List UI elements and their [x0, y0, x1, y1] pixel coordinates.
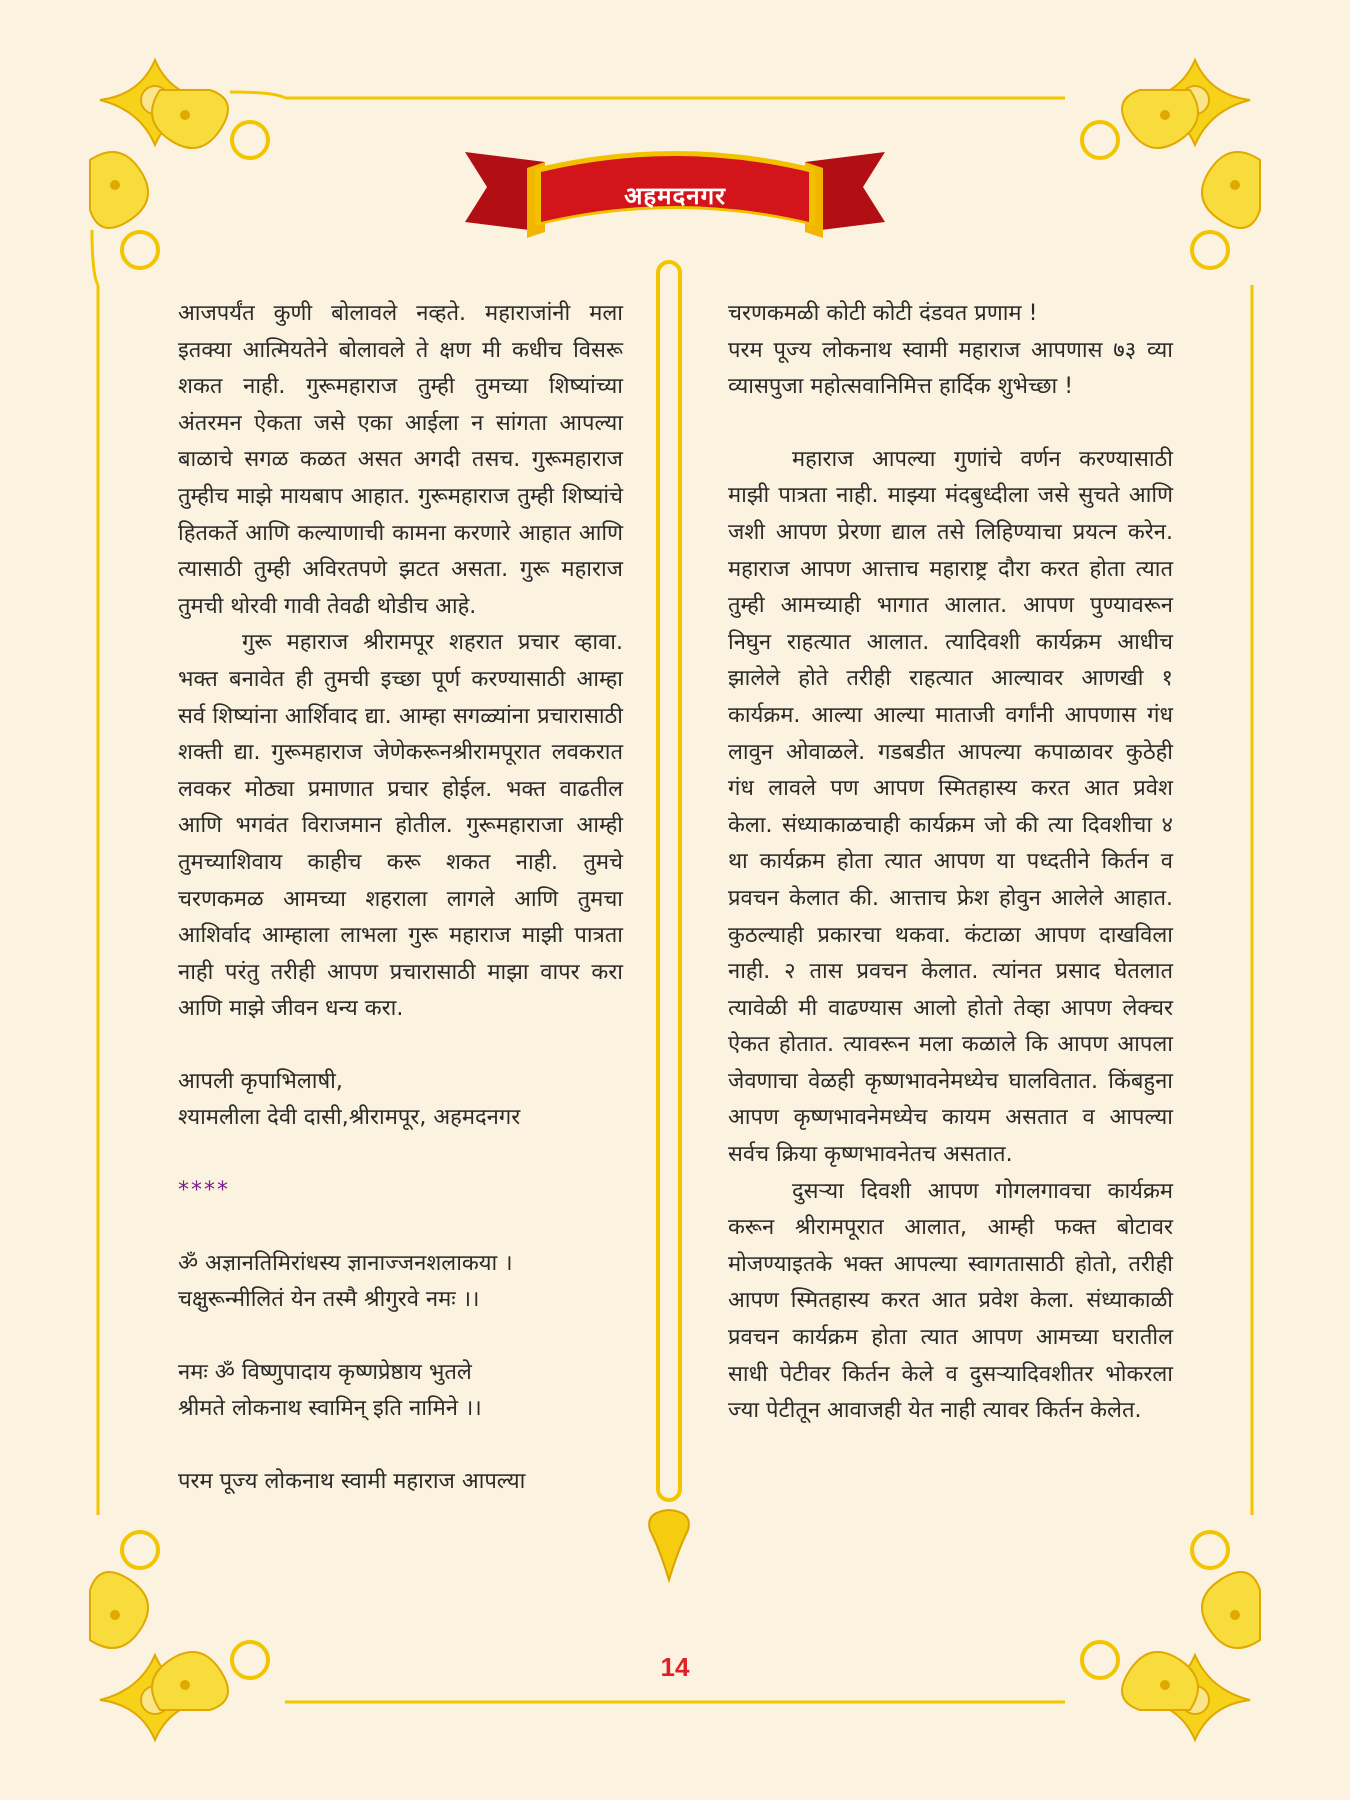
- closing-line: परम पूज्य लोकनाथ स्वामी महाराज आपल्या: [178, 1469, 526, 1495]
- corner-ornament-top-right: [1082, 60, 1260, 268]
- right-line-2: परम पूज्य लोकनाथ स्वामी महाराज आपणास ७३ व्या व्यासपुजा महोत्सवानिमित्त हार्दिक शुभेच्छा !: [728, 337, 1173, 400]
- left-paragraph-2: गुरू महाराज श्रीरामपूर शहरात प्रचार व्हावा. भक्त बनावेत ही तुमची इच्छा पूर्ण करण्यासाठी आम्हा सर्व शिष्यांना आर्शिवाद द्या. आम्हा सगळ्यांना प्रचारासाठी शक्ती द्या. गुरूमहाराज जेणेकरूनश्रीरामपूरात लवकरात लवकर मोठ्या प्रमाणात प्रचार होईल. भक्त वाढतील आणि भगवंत विराजमान होतील. गुरूमहाराजा आम्ही तुमच्याशिवाय काहीच करू शकत नाही. तुमचे चरणकमळ आमच्या शहराला लागले आणि तुमचा आशिर्वाद आम्हाला लाभला गुरू महाराज माझी पात्रता नाही परंतु तरीही आपण प्रचारासाठी माझा वापर करा आणि माझे जीवन धन्य करा.: [178, 630, 623, 1022]
- left-paragraph-1: आजपर्यंत कुणी बोलावले नव्हते. महाराजांनी मला इतक्या आत्मियतेने बोलावले ते क्षण मी कधीच विसरू शकत नाही. गुरूमहाराज तुम्ही तुमच्या शिष्यांच्या अंतरमन ऐकता जसे एका आईला न सांगता आपल्या बाळाचे सगळ कळत असत अगदी तसच. गुरूमहाराज तुम्हीच माझे मायबाप आहात. गुरूमहाराज तुम्ही शिष्यांचे हितकर्ते आणि कल्याणाची कामना करणारे आहात आणि त्यासाठी तुम्ही अविरतपणे झटत असता. गुरू महाराज तुमची थोरवी गावी तेवढी थोडीच आहे.: [178, 301, 623, 619]
- corner-ornament-top-left: [90, 60, 285, 285]
- verse-1-line-1: ॐ अज्ञानतिमिरांधस्य ज्ञानाज्जनशलाकया ।: [178, 1250, 513, 1276]
- corner-ornament-bottom-right: [1082, 1532, 1260, 1740]
- signoff-line-1: आपली कृपाभिलाषी,: [178, 1068, 343, 1094]
- right-paragraph-2: दुसऱ्या दिवशी आपण गोगलगावचा कार्यक्रम करून श्रीरामपूरात आलात, आम्ही फक्त बोटावर मोजण्याइतके भक्त आपल्या स्वागतासाठी होतो, तरीही आपण स्मितहास्य करत आत प्रवेश केला. संध्याकाळी प्रवचन कार्यक्रम होता त्यात आपण आमच्या घरातील साधी पेटीवर किर्तन केले व दुसऱ्यादिवशीतर भोकरला ज्या पेटीतून आवाजही येत नाही त्यावर किर्तन केलेत.: [728, 1178, 1173, 1424]
- signoff-line-2: श्यामलीला देवी दासी,श्रीरामपूर, अहमदनगर: [178, 1105, 521, 1131]
- page-number: 14: [660, 1652, 690, 1682]
- corner-ornament-bottom-left: [90, 1532, 268, 1740]
- right-line-1: चरणकमळी कोटी कोटी दंडवत प्रणाम !: [728, 301, 1038, 326]
- verse-1-line-2: चक्षुरून्मीलितं येन तस्मै श्रीगुरवे नमः ।।: [178, 1287, 480, 1313]
- verse-2-line-1: नमः ॐ विष्णुपादाय कृष्णप्रेष्ठाय भुतले: [178, 1359, 472, 1385]
- right-column: [728, 296, 1173, 1430]
- verse-2-line-2: श्रीमते लोकनाथ स्वामिन् इति नामिने ।।: [178, 1396, 482, 1422]
- banner-title: अहमदनगर: [624, 181, 726, 210]
- left-column: [178, 296, 623, 1501]
- right-paragraph-1: महाराज आपल्या गुणांचे वर्णन करण्यासाठी माझी पात्रता नाही. माझ्या मंदबुध्दीला जसे सुचते आणि जशी आपण प्रेरणा द्याल तसे लिहिण्याचा प्रयत्न करेन. महाराज आपण आत्ताच महाराष्ट्र दौरा करत होता त्यात तुम्ही आमच्याही भागात आलात. आपण पुण्यावरून निघुन राहत्यात आलात. त्यादिवशी कार्यक्रम आधीच झालेले होते तरीही राहत्यात आल्यावर आणखी १ कार्यक्रम. आल्या आल्या माताजी वर्गांनी आपणास गंध लावुन ओवाळले. गडबडीत आपल्या कपाळावर कुठेही गंध लावले पण आपण स्मितहास्य करत आत प्रवेश केला. संध्याकाळचाही कार्यक्रम जो की त्या दिवशीचा ४ था कार्यक्रम होता त्यात आपण या पध्दतीने किर्तन व प्रवचन केलात की. आत्ताच फ्रेश होवुन आलेले आहात. कुठल्याही प्रकारचा थकवा. कंटाळा आपण दाखविला नाही. २ तास प्रवचन केलात. त्यांनत प्रसाद घेतलात त्यावेळी मी वाढण्यास आलो होतो तेव्हा आपण लेक्चर ऐकत होतात. त्यावरून मला कळाले कि आपण आपला जेवणाचा वेळही कृष्णभावनेमध्येच घालवितात. किंबहुना आपण कृष्णभावनेमध्येच कायम असतात व आपल्या सर्वच क्रिया कृष्णभावनेतच असतात.: [728, 446, 1173, 1168]
- separator-stars: ****: [178, 1178, 230, 1204]
- column-divider: [649, 262, 689, 1580]
